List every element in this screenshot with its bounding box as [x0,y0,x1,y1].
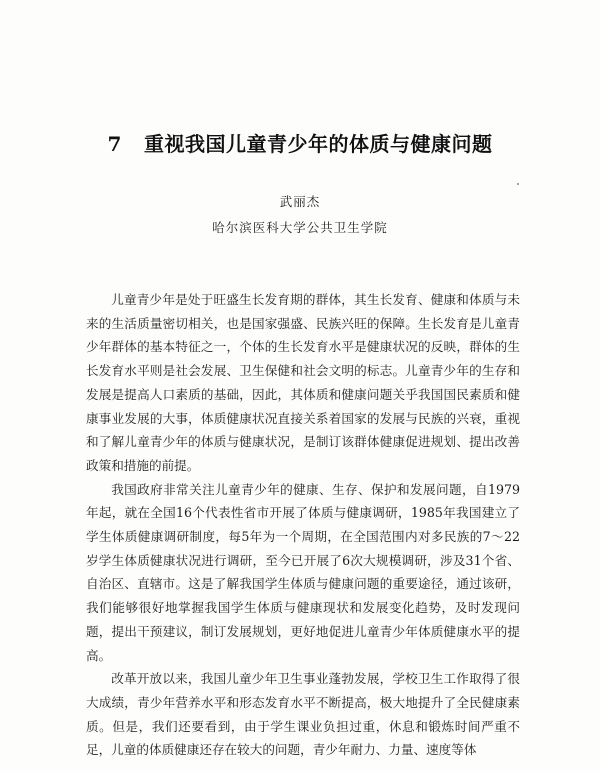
chapter-number: 7 [107,132,122,156]
paragraph: 改革开放以来，我国儿童少年卫生事业蓬勃发展，学校卫生工作取得了很大成绩，青少年营养水平和形态发育水平不断提高，极大地提升了全民健康素质。但是，我们还要看到，由于学生课业负担过重，休息和锻炼时间严重不足，儿童的体质健康还存在较大的问题，青少年耐力、力量、速度等体 [86,671,520,758]
paragraph: 我国政府非常关注儿童青少年的健康、生存、保护和发展问题，自1979年起，就在全国16个代表性省市开展了体质与健康调研，1985年我国建立了学生体质健康调研制度，每5年为一个周期，在全国范围内对多民族的7～22岁学生体质健康状况进行调研，至今已开展了6次大规模调研，涉及31个省、自治区、直辖市。这是了解我国学生体质与健康问题的重要途径，通过该研，我们能够很好地掌握我国学生体质与健康现状和发展变化趋势，及时发现问题，提出干预建议，制订发展规划，更好地促进儿童青少年体质健康水平的提高。 [86,481,520,663]
body-text [86,288,520,762]
author-name: 武丽杰 [279,194,321,209]
author-affiliation: 哈尔滨医科大学公共卫生学院 [212,220,388,235]
scan-speck [517,183,519,185]
paragraph: 儿童青少年是处于旺盛生长发育期的群体，其生长发育、健康和体质与未来的生活质量密切相关，也是国家强盛、民族兴旺的保障。生长发育是儿童青少年群体的基本特征之一，个体的生长发育水平是健康状况的反映，群体的生长发育水平则是社会发展、卫生保健和社会文明的标志。儿童青少年的生存和发展是提高人口素质的基础，因此，其体质和健康问题关乎我国国民素质和健康事业发展的大事，体质健康状况直接关系着国家的发展与民族的兴衰，重视和了解儿童青少年的体质与健康状况，是制订该群体健康促进规划、提出改善政策和措施的前提。 [86,292,520,473]
chapter-title-text: 重视我国儿童青少年的体质与健康问题 [143,132,493,156]
chapter-title [0,128,600,157]
